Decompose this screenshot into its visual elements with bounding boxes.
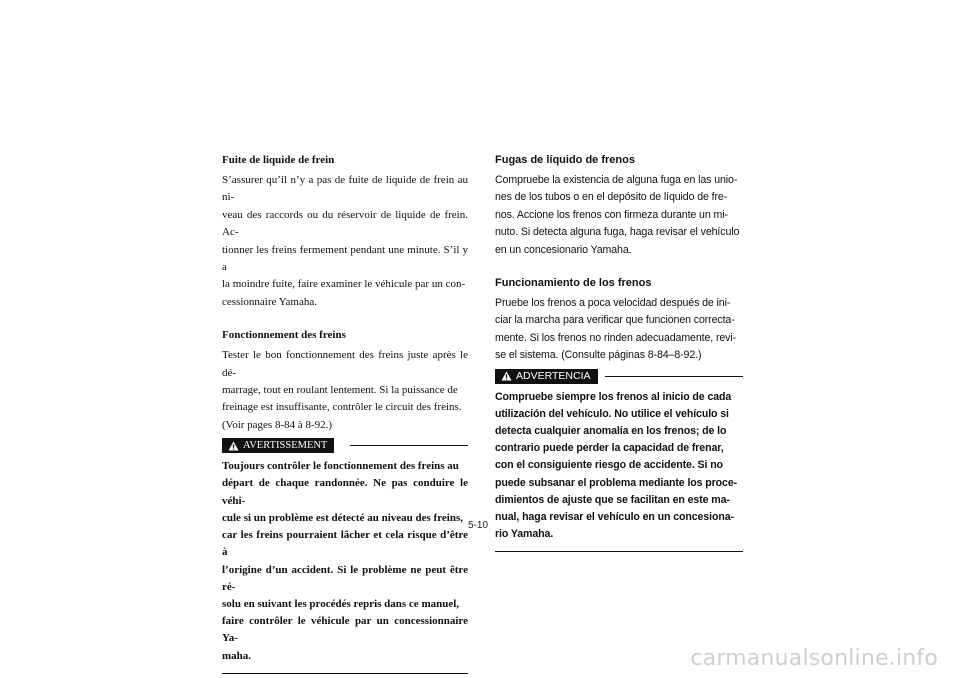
watermark: carmanualsonline.info: [690, 646, 938, 671]
text-line: Compruebe la existencia de alguna fuga en las unio-: [495, 174, 738, 186]
french-section1-body: [222, 172, 468, 311]
text-line: nos. Accione los frenos con firmeza durante un mi-: [495, 208, 728, 221]
text-line: maha.: [222, 649, 252, 662]
warning-triangle-icon: [228, 441, 239, 451]
spanish-warning-badge: [495, 369, 598, 384]
text-line: con el consiguiente riesgo de accidente. Si no: [495, 459, 723, 472]
spanish-section2-title: Funcionamiento de los frenos: [495, 277, 652, 290]
text-line: cessionnaire Yamaha.: [222, 295, 318, 308]
text-line: marrage, tout en roulant lentement. Si la puissance de: [222, 384, 458, 397]
text-line: tionner les freins fermement pendant une minute. S’il y a: [222, 243, 468, 274]
french-warning-text: [222, 458, 468, 664]
text-line: cule si un problème est détecté au niveau des freins,: [222, 511, 463, 524]
french-section2-title: Fonctionnement des freins: [222, 329, 346, 342]
text-line: ciar la marcha para verificar que funcionen correcta-: [495, 314, 735, 327]
text-line: (Voir pages 8-84 à 8-92.): [222, 418, 333, 431]
text-line: l’origine d’un accident. Si le problème ne peut être ré-: [222, 563, 468, 593]
text-line: dimientos de ajuste que se facilitan en este ma-: [495, 493, 730, 506]
french-section2-body: [222, 347, 468, 434]
text-line: contrario puede perder la capacidad de frenar,: [495, 442, 724, 455]
french-warning-badge: [222, 438, 334, 453]
text-line: la moindre fuite, faire examiner le véhicule par un con-: [222, 278, 466, 291]
spanish-warning-bottom-rule: [495, 551, 743, 552]
text-line: car les freins pourraient lâcher et cela risque d’être à: [222, 529, 468, 559]
text-line: Pruebe los frenos a poca velocidad después de ini-: [495, 297, 731, 310]
text-line: rio Yamaha.: [495, 528, 554, 541]
text-line: nes de los tubos o en el depósito de líquido de fre-: [495, 191, 728, 204]
text-line: nuto. Si detecta alguna fuga, haga revisar el vehículo: [495, 226, 740, 239]
french-section1-title: Fuite de liquide de frein: [222, 154, 335, 166]
page-number: 5-10: [468, 520, 489, 531]
spanish-section1-body: [495, 172, 743, 259]
spanish-section2-body: [495, 295, 743, 365]
spanish-section1-title: Fugas de líquido de frenos: [495, 154, 635, 166]
warning-triangle-icon: [501, 371, 512, 381]
spanish-warning-text: [495, 389, 743, 544]
text-line: detecta cualquier anomalía en los frenos; de lo: [495, 425, 727, 438]
french-warning-label: AVERTISSEMENT: [243, 440, 328, 452]
text-line: se el sistema. (Consulte páginas 8-84–8-92.): [495, 349, 702, 362]
text-line: freinage est insuffisante, contrôler le circuit des freins.: [222, 401, 462, 414]
spanish-warning-header: [495, 369, 743, 387]
spanish-warning-rule: [605, 376, 743, 377]
text-line: nual, haga revisar el vehículo en un concesiona-: [495, 511, 734, 524]
french-warning-bottom-rule: [222, 673, 468, 674]
french-column: [222, 152, 468, 674]
text-line: Toujours contrôler le fonctionnement des freins au: [222, 460, 459, 473]
text-line: en un concesionario Yamaha.: [495, 243, 632, 256]
text-line: S’assurer qu’il n’y a pas de fuite de liquide de frein au ni-: [222, 174, 468, 204]
text-line: veau des raccords ou du réservoir de liquide de frein. Ac-: [222, 208, 468, 239]
spanish-warning-label: ADVERTENCIA: [516, 369, 591, 382]
text-line: départ de chaque randonnée. Ne pas conduire le véhi-: [222, 477, 468, 507]
text-line: faire contrôler le véhicule par un concessionnaire Ya-: [222, 615, 468, 645]
french-warning-header: [222, 438, 468, 456]
text-line: Tester le bon fonctionnement des freins juste après le dé-: [222, 349, 468, 379]
text-line: Compruebe siempre los frenos al inicio de cada: [495, 390, 732, 403]
french-warning-rule: [350, 445, 468, 446]
text-line: mente. Si los frenos no rinden adecuadamente, revi-: [495, 331, 737, 344]
spanish-column: [495, 152, 743, 552]
text-line: puede subsanar el problema mediante los proce-: [495, 476, 738, 489]
text-line: utilización del vehículo. No utilice el vehículo si: [495, 407, 729, 420]
text-line: solu en suivant les procédés repris dans ce manuel,: [222, 597, 460, 610]
